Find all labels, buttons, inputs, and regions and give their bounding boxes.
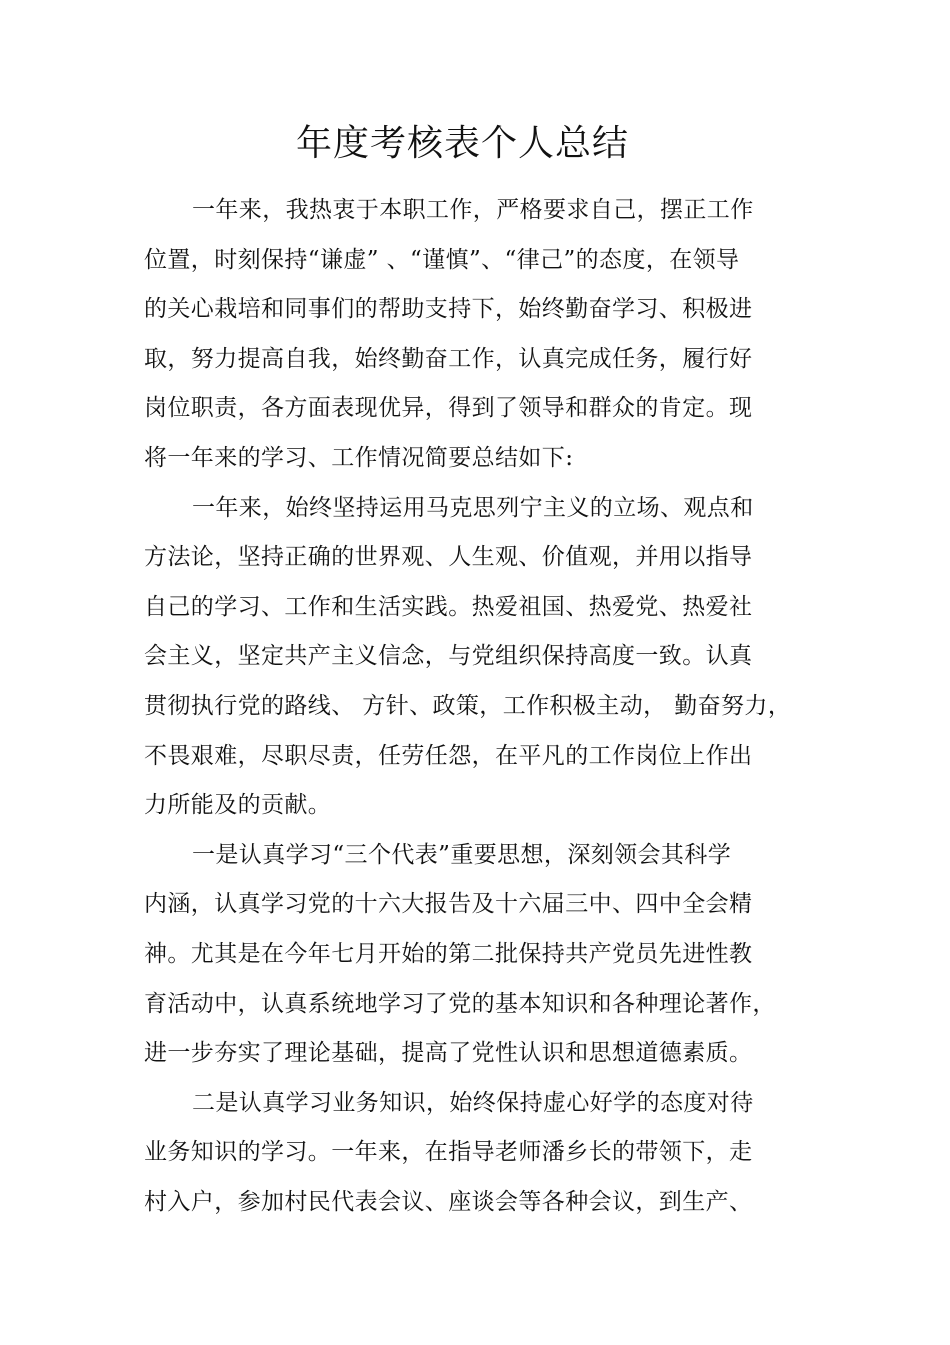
text-line: 取，努力提高自我，始终勤奋工作，认真完成任务，履行好 (144, 345, 753, 372)
paragraph-first-line: 一年来，始终坚持运用马克思列宁主义的立场、观点和 (192, 494, 754, 521)
text-line: 的关心栽培和同事们的帮助支持下，始终勤奋学习、积极进 (144, 296, 753, 323)
document-body (144, 186, 794, 1227)
text-line: 将一年来的学习、工作情况简要总结如下: (144, 444, 574, 471)
text-line: 进一步夯实了理论基础，提高了党性认识和思想道德素质。 (144, 1040, 753, 1067)
paragraph-first-line: 二是认真学习业务知识，始终保持虚心好学的态度对待 (192, 1089, 754, 1116)
text-line: 力所能及的贡献。 (144, 792, 332, 819)
text-line: 内涵，认真学习党的十六大报告及十六届三中、四中全会精 (144, 891, 753, 918)
text-line: 方法论，坚持正确的世界观、人生观、价值观，并用以指导 (144, 544, 753, 571)
text-line: 自己的学习、工作和生活实践。热爱祖国、热爱党、热爱社 (144, 593, 753, 620)
document-title: 年度考核表个人总结 (295, 123, 629, 164)
paragraph-first-line: 一是认真学习“三个代表”重要思想，深刻领会其科学 (192, 841, 732, 868)
text-line: 岗位职责，各方面表现优异，得到了领导和群众的肯定。现 (144, 395, 753, 422)
text-line: 村入户，参加村民代表会议、座谈会等各种会议，到生产、 (144, 1188, 753, 1215)
paragraph-first-line: 一年来，我热衷于本职工作，严格要求自己，摆正工作 (192, 197, 754, 223)
text-line: 业务知识的学习。一年来，在指导老师潘乡长的带领下，走 (144, 1139, 753, 1166)
text-line: 育活动中，认真系统地学习了党的基本知识和各种理论著作， (144, 990, 776, 1017)
text-line: 不畏艰难，尽职尽责，任劳任怨，在平凡的工作岗位上作出 (144, 742, 753, 769)
text-line: 贯彻执行党的路线、 方针、政策，工作积极主动， 勤奋努力， (144, 692, 792, 719)
text-line: 神。尤其是在今年七月开始的第二批保持共产党员先进性教 (144, 940, 753, 967)
text-line: 位置，时刻保持“谦虚” 、“谨慎”、“律己”的态度，在领导 (144, 246, 740, 273)
text-line: 会主义，坚定共产主义信念，与党组织保持高度一致。认真 (144, 643, 753, 670)
